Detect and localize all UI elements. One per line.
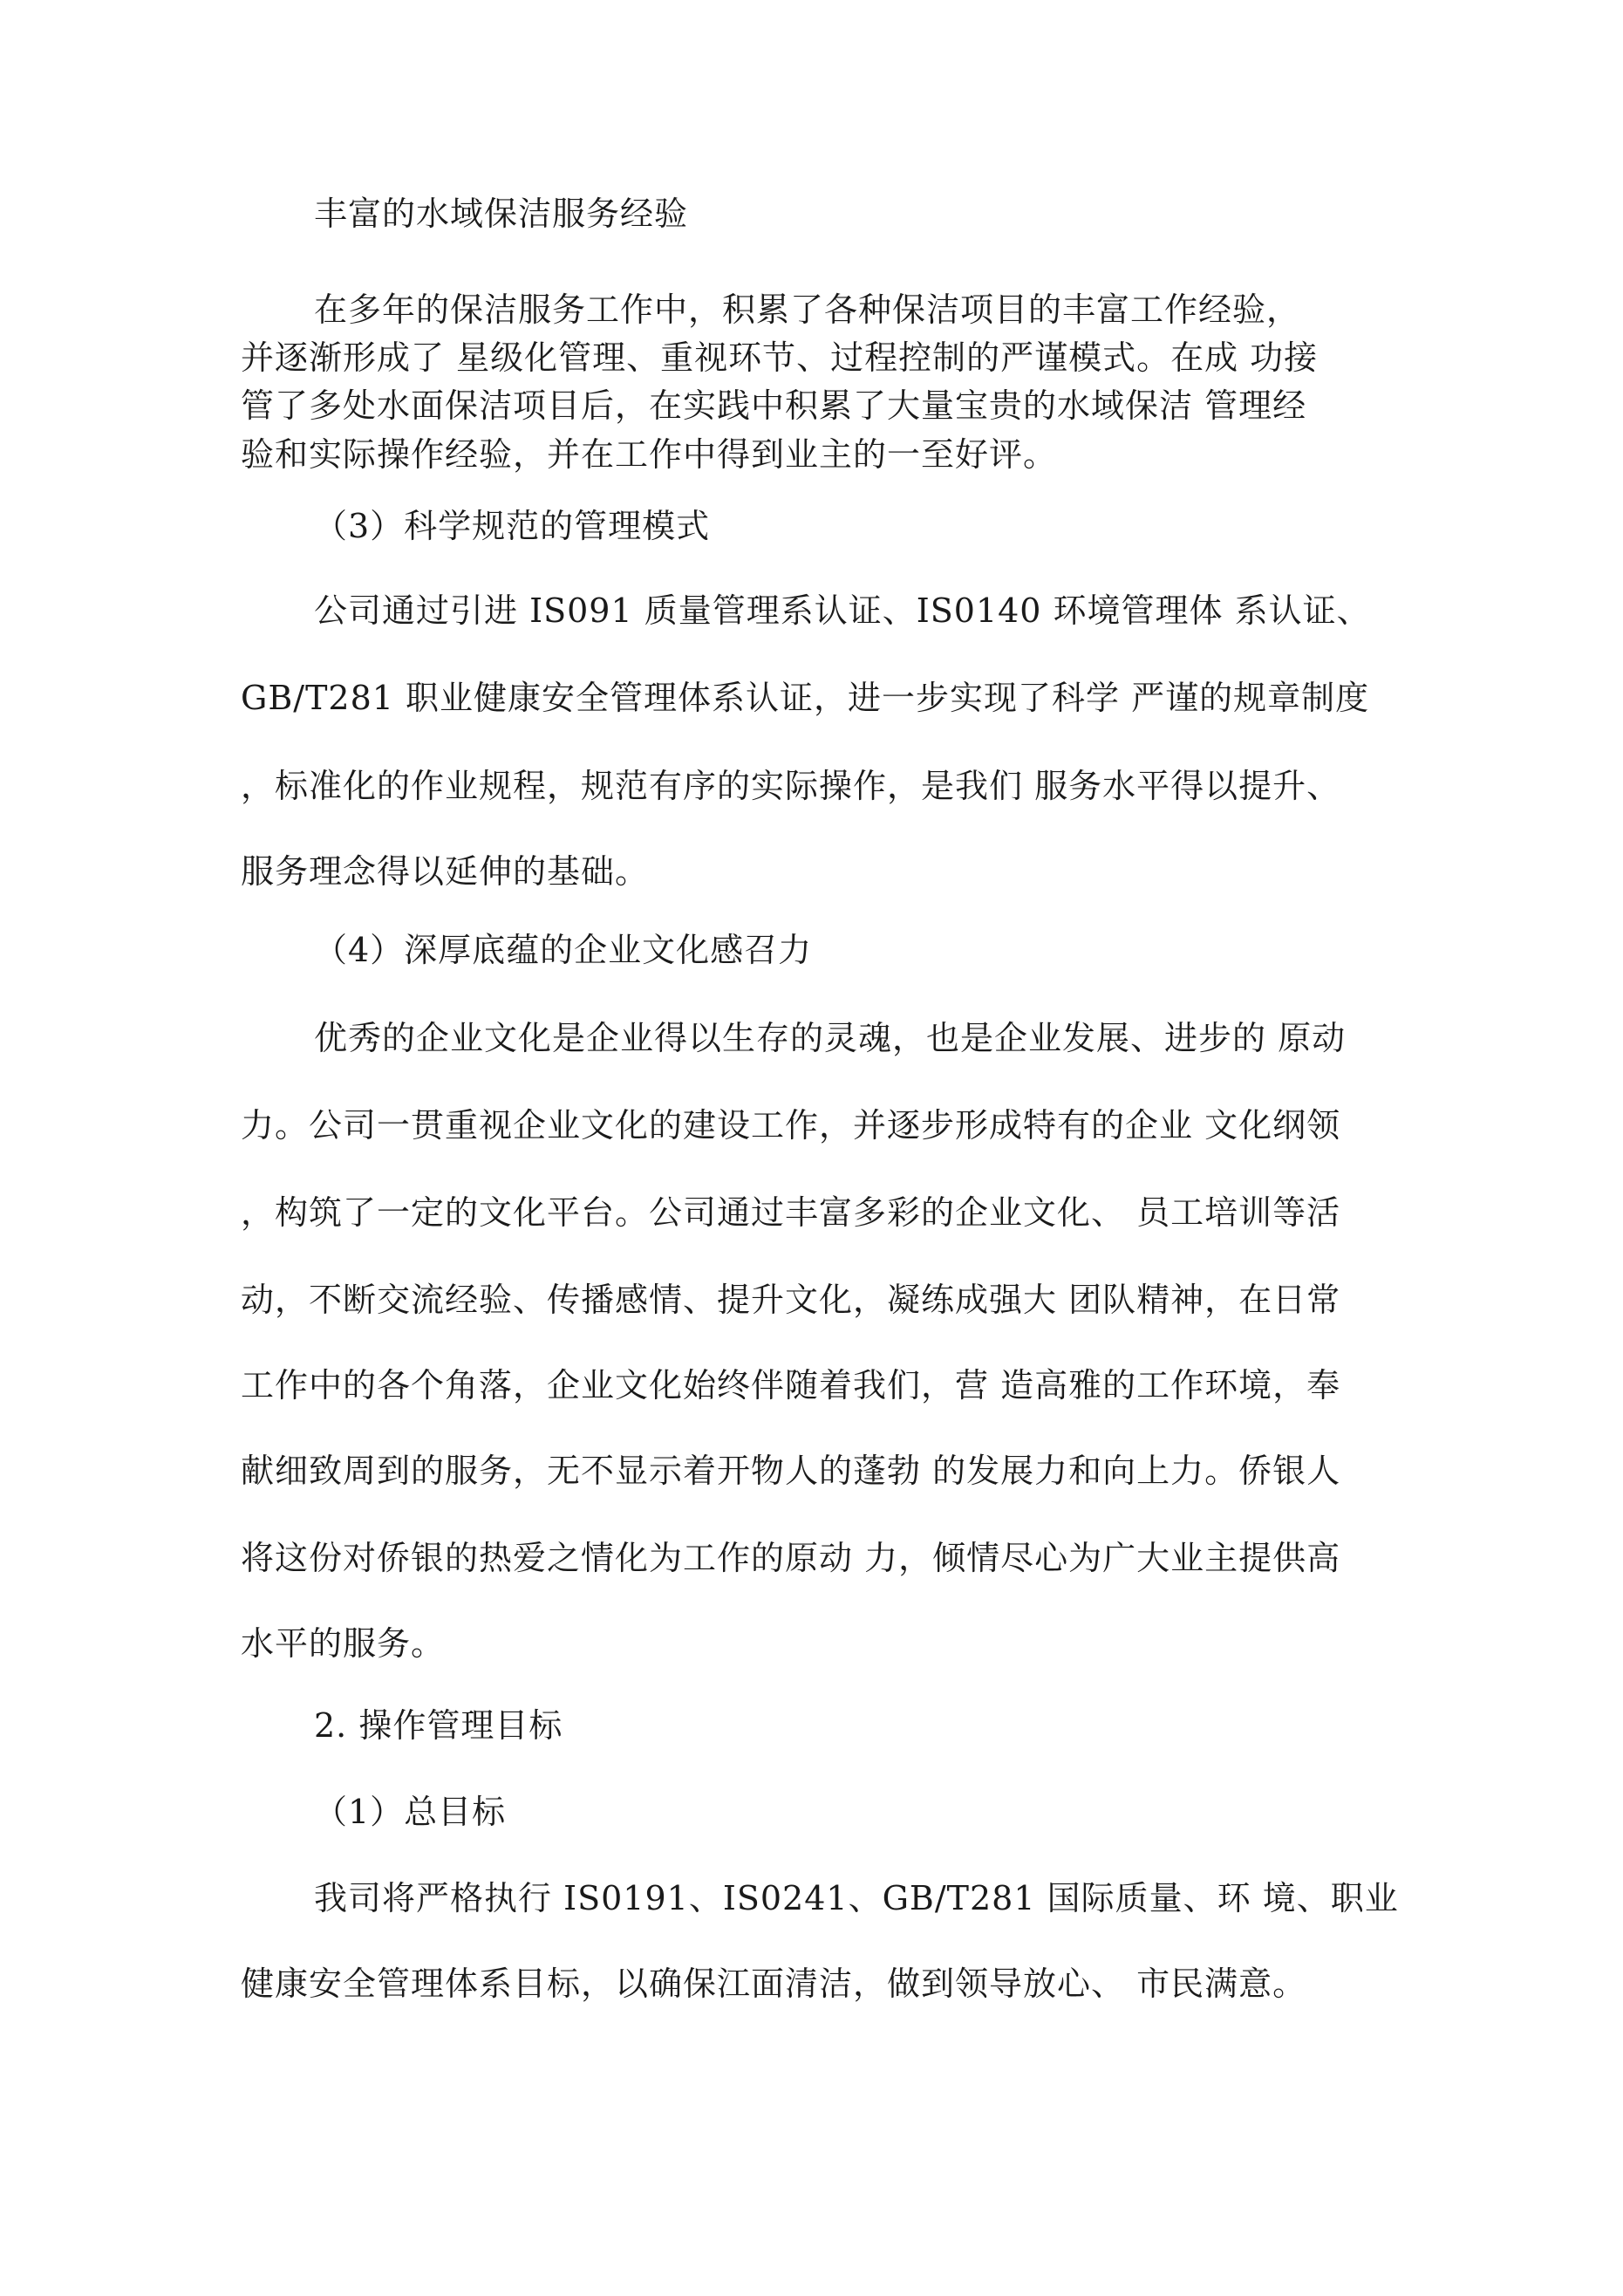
paragraph-heading: 丰富的水域保洁服务经验 [314, 195, 689, 233]
paragraph-line: 将这份对侨银的热爱之情化为工作的原动 力，倾情尽心为广大业主提供高 [241, 1539, 1341, 1577]
paragraph-line: 管了多处水面保洁项目后，在实践中积累了大量宝贵的水域保洁 管理经 [241, 386, 1307, 425]
section-heading: （1）总目标 [314, 1793, 507, 1831]
paragraph-line: 水平的服务。 [241, 1624, 446, 1663]
paragraph-line: 验和实际操作经验，并在工作中得到业主的一至好评。 [241, 435, 1058, 474]
paragraph-line: ，构筑了一定的文化平台。公司通过丰富多彩的企业文化、 员工培训等活 [241, 1193, 1341, 1232]
paragraph-line: 公司通过引进 IS091 质量管理系认证、IS0140 环境管理体 系认证、 [314, 591, 1371, 630]
paragraph-line: 健康安全管理体系目标，以确保江面清洁，做到领导放心、 市民满意。 [241, 1965, 1307, 2003]
paragraph-line: GB/T281 职业健康安全管理体系认证，进一步实现了科学 严谨的规章制度 [241, 679, 1370, 717]
paragraph-line: 献细致周到的服务，无不显示着开物人的蓬勃 的发展力和向上力。侨银人 [241, 1452, 1341, 1490]
paragraph-line: 力。公司一贯重视企业文化的建设工作，并逐步形成特有的企业 文化纲领 [241, 1106, 1341, 1145]
paragraph-line: 动，不断交流经验、传播感情、提升文化，凝练成强大 团队精神，在日常 [241, 1281, 1341, 1319]
section-heading: （4）深厚底蕴的企业文化感召力 [314, 931, 813, 969]
paragraph-line: ，标准化的作业规程，规范有序的实际操作，是我们 服务水平得以提升、 [241, 767, 1341, 805]
paragraph-line: 并逐渐形成了 星级化管理、重视环节、过程控制的严谨模式。在成 功接 [241, 338, 1319, 377]
paragraph-line: 工作中的各个角落，企业文化始终伴随着我们，营 造高雅的工作环境，奉 [241, 1366, 1341, 1404]
paragraph-line: 服务理念得以延伸的基础。 [241, 852, 650, 891]
paragraph-line: 在多年的保洁服务工作中，积累了各种保洁项目的丰富工作经验， [314, 290, 1301, 329]
section-heading: （3）科学规范的管理模式 [314, 507, 711, 545]
section-heading: 2. 操作管理目标 [314, 1706, 563, 1745]
paragraph-line: 优秀的企业文化是企业得以生存的灵魂，也是企业发展、进步的 原动 [314, 1019, 1347, 1057]
paragraph-line: 我司将严格执行 IS0191、IS0241、GB/T281 国际质量、环 境、职业 [314, 1879, 1399, 1917]
